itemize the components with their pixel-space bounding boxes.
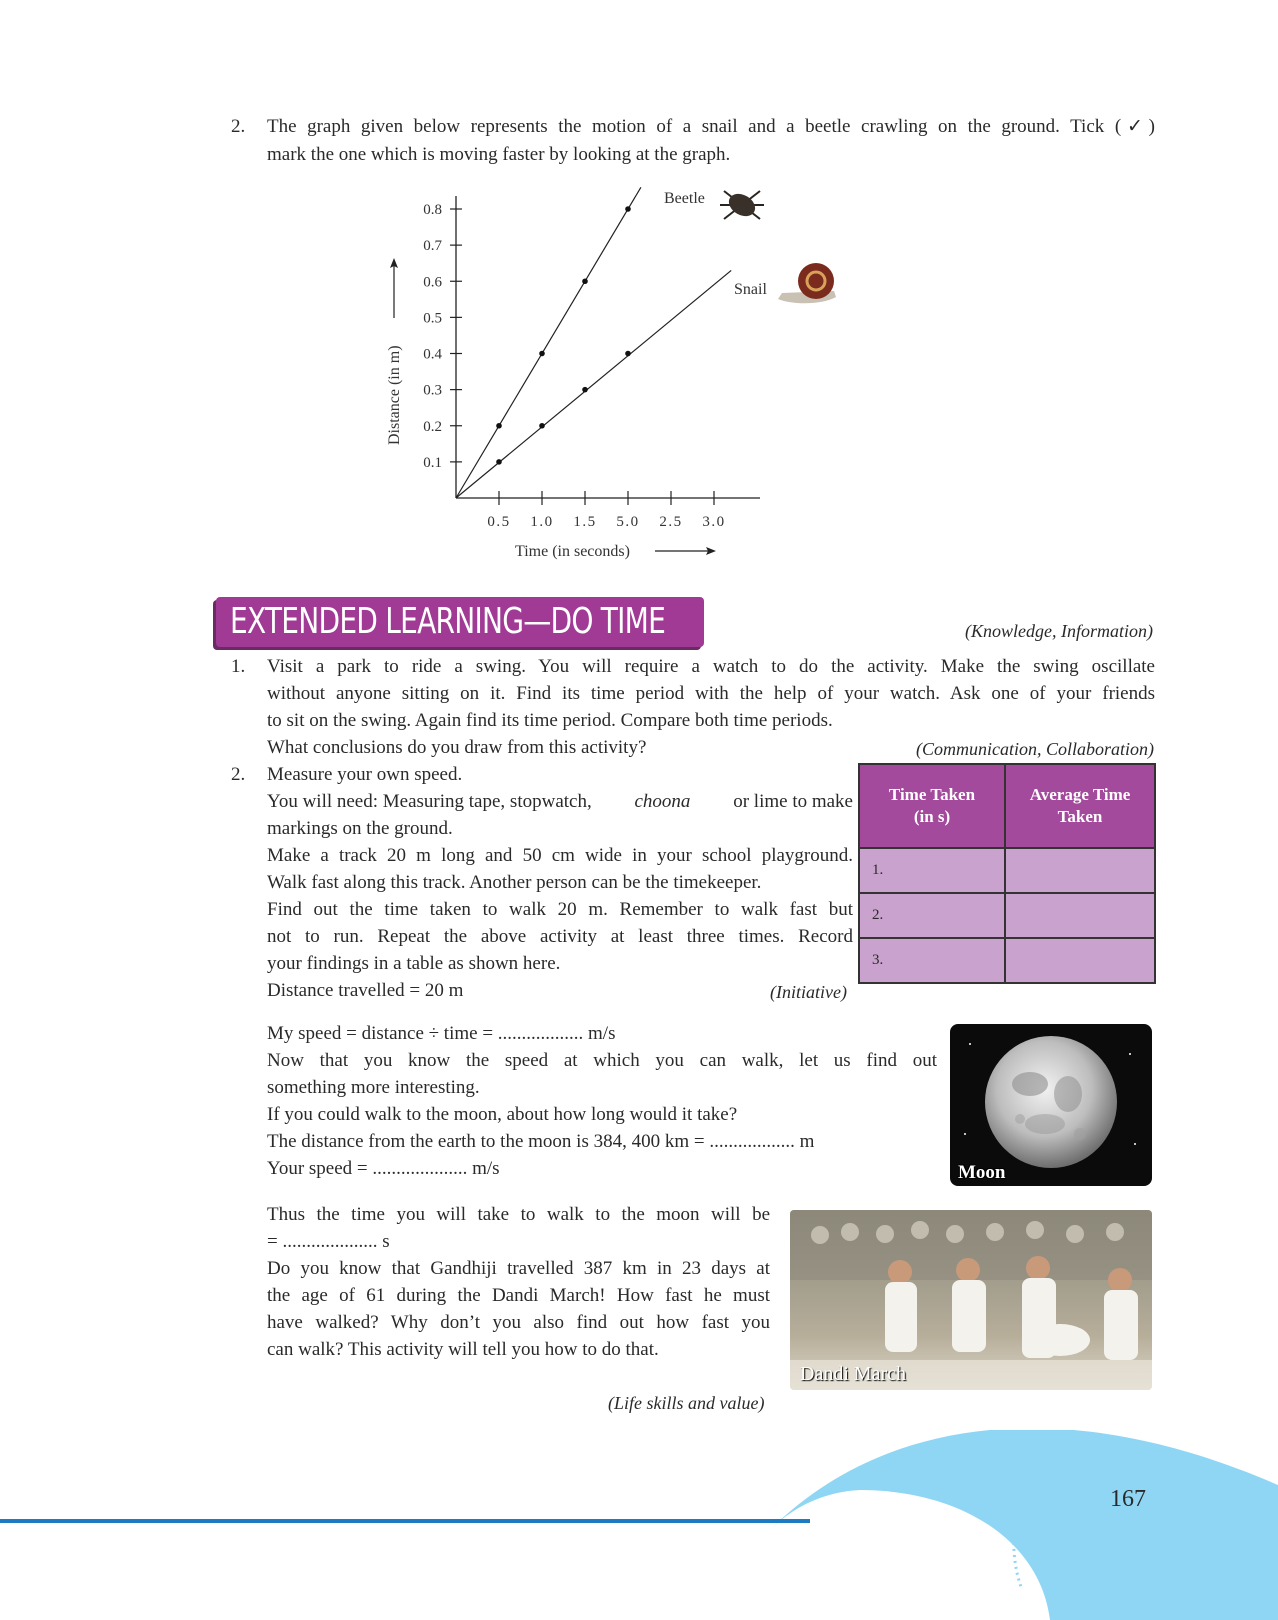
y-tick-label: 0.3 — [423, 382, 442, 399]
moon-para-line4: If you could walk to the moon, about how long would it take? — [267, 1104, 738, 1125]
beetle-label: Beetle — [664, 190, 705, 207]
dandi-para-line3: Do you know that Gandhiji travelled 387 km in 23 days at — [267, 1258, 770, 1279]
beetle-line — [456, 187, 641, 498]
page-number: 167 — [1110, 1486, 1146, 1512]
item2-line2-part3: or lime to make — [733, 791, 853, 812]
table-row — [859, 848, 1155, 893]
question-text-line2: mark the one which is moving faster by looking at the graph. — [267, 144, 731, 165]
beetle-point — [539, 351, 545, 357]
y-tick-label: 0.4 — [423, 346, 442, 363]
moon-para-line2: Now that you know the speed at which you can walk, let us find out — [267, 1050, 937, 1071]
item1-line4: What conclusions do you draw from this activity? — [267, 737, 647, 758]
table-cell-trial: 3. — [859, 938, 1005, 983]
moon-para-line3: something more interesting. — [267, 1077, 480, 1098]
item2-line5: Walk fast along this track. Another person can be the timekeeper. — [267, 872, 762, 893]
item1-line1: Visit a park to ride a swing. You will require a watch to do the activity. Make the swing oscillate — [267, 656, 1155, 677]
item1-line3: to sit on the swing. Again find its time period. Compare both time periods. — [267, 710, 833, 731]
tag-communication-collaboration: (Communication, Collaboration) — [916, 739, 1154, 759]
dandi-para-line4: the age of 61 during the Dandi March! How fast he must — [267, 1285, 770, 1306]
snail-point — [625, 351, 631, 357]
header-time-taken-line2: (in s) — [913, 807, 951, 826]
y-tick-label: 0.6 — [423, 274, 442, 291]
item2-number: 2. — [231, 764, 246, 785]
x-tick-label: 3.0 — [702, 514, 726, 530]
snail-point — [496, 459, 502, 465]
table-header-row — [859, 764, 1155, 848]
item2-line7: not to run. Repeat the above activity at least three times. Record — [267, 926, 853, 947]
item2-line2-part1: You will need: Measuring tape, stopwatch, — [267, 791, 592, 812]
item2-line6: Find out the time taken to walk 20 m. Remember to walk fast but — [267, 899, 853, 920]
question-number: 2. — [231, 116, 246, 137]
table-header-average-time — [1005, 764, 1155, 848]
section-banner — [216, 597, 704, 647]
moon-photo — [950, 1024, 1152, 1186]
page-corner-decoration — [0, 1430, 1278, 1620]
snail-point — [539, 423, 545, 429]
moon-caption: Moon — [958, 1162, 1006, 1183]
dandi-march-photo — [790, 1210, 1152, 1390]
snail-icon — [778, 263, 836, 303]
table-cell-average — [1005, 893, 1155, 938]
item2-line3: markings on the ground. — [267, 818, 453, 839]
snail-label: Snail — [734, 281, 767, 298]
question-text-line1: The graph given below represents the motion of a snail and a beetle crawling on the ground. Tick (✓) — [267, 116, 1155, 137]
tag-life-skills: (Life skills and value) — [608, 1393, 765, 1413]
table-header-time-taken — [859, 764, 1005, 848]
y-tick-label: 0.8 — [423, 202, 442, 218]
x-tick-label: 2.5 — [659, 514, 683, 530]
table-row — [859, 938, 1155, 983]
y-axis-label: Distance (in m) — [386, 345, 403, 445]
y-tick-label: 0.5 — [423, 310, 442, 327]
beetle-point — [582, 278, 588, 284]
y-tick-label: 0.2 — [423, 418, 442, 435]
table-cell-trial: 2. — [859, 893, 1005, 938]
beetle-icon — [720, 189, 764, 220]
header-average-time-line1: Average Time — [1029, 785, 1131, 804]
item2-line8: your findings in a table as shown here. — [267, 953, 561, 974]
section-banner-title: EXTENDED LEARNING—DO TIME — [230, 601, 666, 642]
speed-record-table — [858, 763, 1156, 984]
distance-time-chart — [0, 0, 1278, 580]
item2-line9: Distance travelled = 20 m — [267, 980, 464, 1001]
beetle-point — [625, 206, 631, 212]
header-average-time-line2: Taken — [1057, 807, 1103, 826]
beetle-point — [496, 423, 502, 429]
table-row — [859, 893, 1155, 938]
moon-para-line5: The distance from the earth to the moon is 384, 400 km = .................. m — [267, 1131, 815, 1152]
x-tick-label: 1.5 — [573, 514, 597, 530]
y-tick-label: 0.1 — [423, 454, 442, 471]
y-tick-label: 0.7 — [423, 238, 442, 255]
x-tick-label: 5.0 — [616, 514, 640, 530]
dandi-para-line2: = .................... s — [267, 1231, 390, 1252]
item2-line2-choona: choona — [634, 791, 691, 812]
table-cell-trial: 1. — [859, 848, 1005, 893]
item2-line4: Make a track 20 m long and 50 cm wide in your school playground. — [267, 845, 853, 866]
tag-knowledge-information: (Knowledge, Information) — [965, 621, 1153, 641]
table-cell-average — [1005, 848, 1155, 893]
moon-para-line1: My speed = distance ÷ time = .................. m/s — [267, 1023, 616, 1044]
dandi-para-line1: Thus the time you will take to walk to the moon will be — [267, 1204, 770, 1225]
tag-initiative: (Initiative) — [770, 982, 847, 1002]
snail-point — [582, 387, 588, 393]
table-cell-average — [1005, 938, 1155, 983]
dandi-para-line5: have walked? Why don’t you also find out how fast you — [267, 1312, 770, 1333]
item1-line2: without anyone sitting on it. Find its time period with the help of your watch. Ask one of your friends — [267, 683, 1155, 704]
dandi-para-line6: can walk? This activity will tell you how to do that. — [267, 1339, 659, 1360]
header-time-taken-line1: Time Taken — [888, 785, 976, 804]
item2-line1: Measure your own speed. — [267, 764, 463, 785]
x-tick-label: 0.5 — [487, 514, 511, 530]
item2-line2 — [267, 790, 853, 814]
moon-para-line6: Your speed = .................... m/s — [267, 1158, 500, 1179]
dandi-march-caption: Dandi March — [800, 1363, 907, 1385]
x-tick-label: 1.0 — [530, 514, 554, 530]
item1-number: 1. — [231, 656, 246, 677]
x-axis-label: Time (in seconds) — [515, 543, 630, 560]
